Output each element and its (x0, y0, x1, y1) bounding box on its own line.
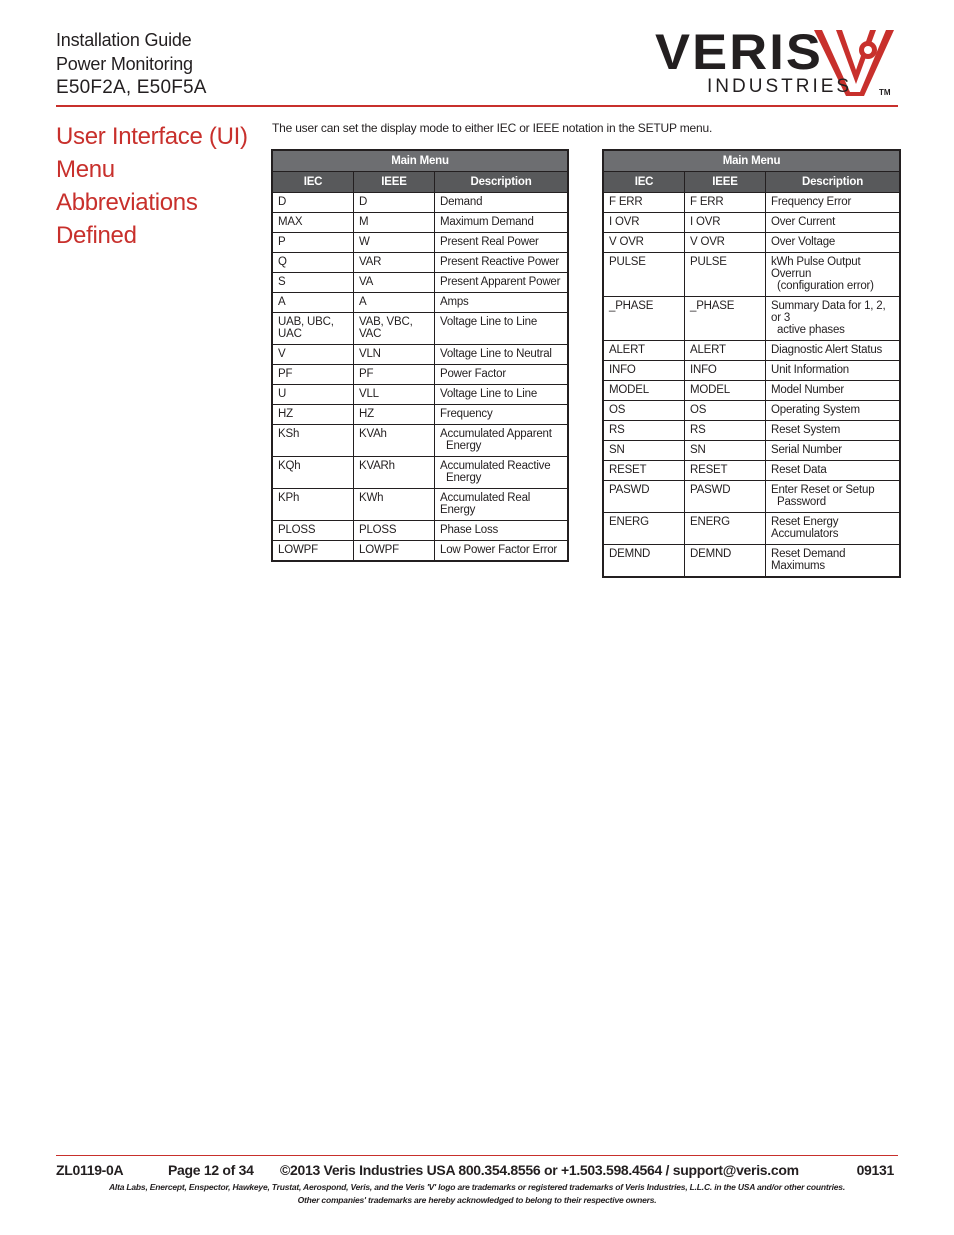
description-cell-text: Accumulated Reactive (440, 460, 551, 472)
iec-cell (603, 253, 685, 297)
description-cell-text: Voltage Line to Line (440, 316, 538, 328)
iec-cell (272, 425, 354, 457)
main-menu-table-right (602, 149, 901, 578)
description-cell (766, 193, 901, 213)
ieee-cell-text: SN (690, 444, 706, 456)
iec-cell (603, 361, 685, 381)
description-cell-continuation: (configuration error) (777, 280, 874, 292)
iec-cell (272, 365, 354, 385)
iec-cell (603, 233, 685, 253)
header-guide-title: Installation Guide (56, 30, 192, 50)
ieee-cell-text: VAR (359, 256, 382, 268)
table-row (272, 405, 568, 425)
iec-cell (603, 401, 685, 421)
logo-subtitle: INDUSTRIES (707, 76, 853, 97)
description-cell-continuation: Energy (446, 472, 482, 484)
iec-cell (272, 233, 354, 253)
description-cell (766, 441, 901, 461)
main-menu-table-left (271, 149, 569, 562)
description-cell-text: Operating System (771, 404, 860, 416)
ieee-cell (685, 213, 766, 233)
iec-cell-text: F ERR (609, 196, 643, 208)
description-cell-continuation: active phases (777, 324, 845, 336)
description-cell-text: Voltage Line to Line (440, 388, 538, 400)
iec-cell-text: INFO (609, 364, 636, 376)
ieee-cell-text: VA (359, 276, 374, 288)
description-cell-text: Amps (440, 296, 469, 308)
ieee-cell-text: KWh (359, 492, 384, 504)
description-cell-text: Phase Loss (440, 524, 499, 536)
iec-cell (272, 293, 354, 313)
header-model-numbers: E50F2A, E50F5A (56, 77, 207, 98)
description-cell (766, 381, 901, 401)
table-row (272, 253, 568, 273)
table-row (272, 365, 568, 385)
ieee-cell-text: VLN (359, 348, 381, 360)
description-cell-text: Reset Demand Maximums (771, 548, 846, 572)
footer-rule (56, 1155, 898, 1156)
table-row (272, 233, 568, 253)
table-row (603, 233, 900, 253)
ieee-cell-text: D (359, 196, 368, 208)
iec-cell (603, 545, 685, 578)
footer-page-number: Page 12 of 34 (168, 1162, 254, 1178)
description-cell (435, 253, 569, 273)
footer-trademark-acknowledgement: Other companies' trademarks are hereby acknowledged to belong to their respective owners. (297, 1195, 657, 1205)
iec-cell-text: KSh (278, 428, 300, 440)
table-row (272, 193, 568, 213)
ieee-cell-text: ENERG (690, 516, 730, 528)
description-cell (435, 213, 569, 233)
iec-cell (603, 441, 685, 461)
footer-copyright: ©2013 Veris Industries USA 800.354.8556 or +1.503.598.4564 / support@veris.com (280, 1162, 799, 1178)
iec-cell (272, 385, 354, 405)
description-cell-text: Power Factor (440, 368, 506, 380)
ieee-cell-text: _PHASE (690, 300, 735, 312)
iec-cell-text: PLOSS (278, 524, 316, 536)
ieee-cell (685, 401, 766, 421)
ieee-cell-text: PLOSS (359, 524, 397, 536)
table-row (272, 293, 568, 313)
table-row (603, 461, 900, 481)
ieee-cell (685, 513, 766, 545)
description-cell (435, 457, 569, 489)
ieee-cell (354, 457, 435, 489)
iec-cell-text: _PHASE (609, 300, 654, 312)
table-row (272, 425, 568, 457)
iec-cell-text: MAX (278, 216, 303, 228)
ieee-cell-text: I OVR (690, 216, 721, 228)
iec-cell (603, 213, 685, 233)
ieee-cell-text: A (359, 296, 367, 308)
iec-cell-text: DEMND (609, 548, 651, 560)
description-cell-text: Enter Reset or Setup (771, 484, 875, 496)
description-cell-text: Frequency (440, 408, 493, 420)
header-rule (56, 105, 898, 107)
iec-cell (603, 193, 685, 213)
description-cell (435, 233, 569, 253)
description-cell (766, 253, 901, 297)
iec-cell-text: U (278, 388, 287, 400)
table-caption: Main Menu (603, 150, 900, 172)
column-header-description: Description (435, 172, 569, 193)
iec-cell-text: MODEL (609, 384, 649, 396)
description-cell-text: Over Voltage (771, 236, 836, 248)
description-cell (766, 233, 901, 253)
iec-cell-text: V (278, 348, 286, 360)
iec-cell-text: S (278, 276, 286, 288)
description-cell (766, 421, 901, 441)
iec-cell-text: ALERT (609, 344, 645, 356)
iec-cell-text: PF (278, 368, 293, 380)
footer-code: 09131 (856, 1162, 894, 1178)
ieee-cell-text: KVAh (359, 428, 387, 440)
description-cell (435, 385, 569, 405)
ieee-cell-text: ALERT (690, 344, 726, 356)
table-row (603, 361, 900, 381)
description-cell (435, 489, 569, 521)
document-header (56, 28, 207, 100)
ieee-cell (354, 273, 435, 293)
ieee-cell (354, 233, 435, 253)
description-cell (435, 405, 569, 425)
iec-cell-text: P (278, 236, 286, 248)
logo-trademark: TM (879, 88, 891, 97)
ieee-cell-text: MODEL (690, 384, 730, 396)
iec-cell (272, 405, 354, 425)
footer-doc-number: ZL0119-0A (56, 1162, 124, 1178)
iec-cell (272, 273, 354, 293)
iec-cell (272, 193, 354, 213)
iec-cell (603, 341, 685, 361)
description-cell-text: Reset System (771, 424, 841, 436)
description-cell (435, 521, 569, 541)
description-cell-text: Model Number (771, 384, 845, 396)
iec-cell (272, 457, 354, 489)
table-caption: Main Menu (272, 150, 568, 172)
ieee-cell-text: PF (359, 368, 374, 380)
header-product-category: Power Monitoring (56, 54, 193, 74)
ieee-cell-text: INFO (690, 364, 717, 376)
ieee-cell-text: LOWPF (359, 544, 399, 556)
ieee-cell (685, 481, 766, 513)
table-row (603, 481, 900, 513)
description-cell-text: Low Power Factor Error (440, 544, 558, 556)
ieee-cell (354, 405, 435, 425)
table-row (272, 345, 568, 365)
iec-cell (603, 421, 685, 441)
description-cell (766, 401, 901, 421)
ieee-cell (685, 381, 766, 401)
ieee-cell-text: VLL (359, 388, 379, 400)
description-cell-text: Serial Number (771, 444, 842, 456)
iec-cell-text: HZ (278, 408, 293, 420)
table-row (603, 513, 900, 545)
description-cell (766, 361, 901, 381)
column-header-iec: IEC (603, 172, 685, 193)
iec-cell (603, 297, 685, 341)
ieee-cell (354, 253, 435, 273)
description-cell (435, 293, 569, 313)
description-cell (766, 461, 901, 481)
description-cell (435, 345, 569, 365)
table-row (603, 341, 900, 361)
ieee-cell (685, 297, 766, 341)
description-cell (435, 365, 569, 385)
ieee-cell (354, 489, 435, 521)
iec-cell-text: OS (609, 404, 626, 416)
iec-cell (272, 489, 354, 521)
footer-trademark-note: Alta Labs, Enercept, Enspector, Hawkeye, Trustat, Aerospond, Veris, and the Veris 'V' logo are trademarks or registered trademarks of Veris Industries, L.L.C. in the USA and/or other countries. (108, 1182, 845, 1192)
column-header-description: Description (766, 172, 901, 193)
intro-text: The user can set the display mode to either IEC or IEEE notation in the SETUP menu. (272, 121, 713, 135)
section-title: User Interface (UI) Menu Abbreviations Defined (56, 123, 248, 249)
column-header-ieee: IEEE (685, 172, 766, 193)
ieee-cell (354, 521, 435, 541)
description-cell-text: Unit Information (771, 364, 849, 376)
description-cell-text: Present Reactive Power (440, 256, 559, 268)
ieee-cell (354, 345, 435, 365)
iec-cell-text: PASWD (609, 484, 650, 496)
ieee-cell (685, 253, 766, 297)
ieee-cell (354, 213, 435, 233)
ieee-cell-text: KVARh (359, 460, 395, 472)
ieee-cell (354, 193, 435, 213)
table-row (272, 273, 568, 293)
iec-cell-text: UAB, UBC, UAC (278, 316, 334, 340)
iec-cell-text: PULSE (609, 256, 646, 268)
description-cell-text: Reset Energy Accumulators (771, 516, 839, 540)
table-row (272, 213, 568, 233)
iec-cell (603, 481, 685, 513)
ieee-cell (685, 461, 766, 481)
ieee-cell-text: PULSE (690, 256, 727, 268)
table-row (603, 421, 900, 441)
table-row (603, 253, 900, 297)
ieee-cell-text: F ERR (690, 196, 724, 208)
description-cell (766, 481, 901, 513)
column-header-iec: IEC (272, 172, 354, 193)
iec-cell (272, 213, 354, 233)
iec-cell (272, 253, 354, 273)
description-cell-text: Present Apparent Power (440, 276, 561, 288)
description-cell-text: kWh Pulse Output Overrun (771, 256, 861, 280)
iec-cell-text: SN (609, 444, 625, 456)
table-row (603, 297, 900, 341)
table-row (272, 541, 568, 562)
ieee-cell-text: RS (690, 424, 706, 436)
description-cell (435, 273, 569, 293)
ieee-cell-text: DEMND (690, 548, 732, 560)
ieee-cell (354, 365, 435, 385)
ieee-cell-text: PASWD (690, 484, 731, 496)
iec-cell (272, 345, 354, 365)
ieee-cell-text: M (359, 216, 369, 228)
ieee-cell (354, 425, 435, 457)
iec-cell-text: ENERG (609, 516, 649, 528)
iec-cell (272, 541, 354, 562)
ieee-cell-text: RESET (690, 464, 728, 476)
ieee-cell (685, 545, 766, 578)
table-row (603, 193, 900, 213)
ieee-cell (685, 421, 766, 441)
iec-cell (603, 461, 685, 481)
description-cell-text: Over Current (771, 216, 836, 228)
table-row (603, 545, 900, 578)
description-cell (435, 313, 569, 345)
description-cell-text: Accumulated Apparent (440, 428, 552, 440)
description-cell-text: Frequency Error (771, 196, 852, 208)
iec-cell-text: V OVR (609, 236, 644, 248)
ieee-cell (354, 541, 435, 562)
ieee-cell-text: HZ (359, 408, 374, 420)
iec-cell-text: KPh (278, 492, 300, 504)
logo-wordmark: VERIS (655, 24, 824, 80)
description-cell (435, 541, 569, 562)
table-row (272, 489, 568, 521)
iec-cell (603, 381, 685, 401)
description-cell (766, 513, 901, 545)
description-cell-text: Maximum Demand (440, 216, 534, 228)
iec-cell-text: RESET (609, 464, 647, 476)
ieee-cell (354, 313, 435, 345)
ieee-cell-text: VAB, VBC, VAC (359, 316, 413, 340)
description-cell (766, 341, 901, 361)
table-row (272, 457, 568, 489)
description-cell (766, 213, 901, 233)
description-cell (766, 297, 901, 341)
description-cell-text: Diagnostic Alert Status (771, 344, 883, 356)
description-cell-text: Reset Data (771, 464, 827, 476)
description-cell-continuation: Password (777, 496, 826, 508)
iec-cell (272, 313, 354, 345)
description-cell-continuation: Energy (446, 440, 482, 452)
description-cell (435, 425, 569, 457)
ieee-cell (685, 341, 766, 361)
ieee-cell-text: W (359, 236, 370, 248)
iec-cell-text: KQh (278, 460, 301, 472)
description-cell-text: Summary Data for 1, 2, or 3 (771, 300, 886, 324)
ieee-cell (685, 193, 766, 213)
veris-logo (655, 24, 900, 100)
table-row (272, 521, 568, 541)
iec-cell (272, 521, 354, 541)
column-header-ieee: IEEE (354, 172, 435, 193)
iec-cell (603, 513, 685, 545)
description-cell-text: Present Real Power (440, 236, 539, 248)
description-cell-text: Voltage Line to Neutral (440, 348, 552, 360)
table-row (603, 213, 900, 233)
ieee-cell (354, 385, 435, 405)
description-cell (766, 545, 901, 578)
iec-cell-text: A (278, 296, 286, 308)
ieee-cell-text: V OVR (690, 236, 725, 248)
iec-cell-text: LOWPF (278, 544, 318, 556)
ieee-cell (685, 441, 766, 461)
iec-cell-text: RS (609, 424, 625, 436)
ieee-cell (685, 361, 766, 381)
table-row (603, 381, 900, 401)
iec-cell-text: I OVR (609, 216, 640, 228)
table-row (272, 313, 568, 345)
description-cell-text: Accumulated Real Energy (440, 492, 531, 516)
iec-cell-text: D (278, 196, 287, 208)
table-row (603, 441, 900, 461)
table-row (603, 401, 900, 421)
description-cell (435, 193, 569, 213)
description-cell-text: Demand (440, 196, 483, 208)
table-row (272, 385, 568, 405)
ieee-cell-text: OS (690, 404, 707, 416)
ieee-cell (354, 293, 435, 313)
iec-cell-text: Q (278, 256, 287, 268)
ieee-cell (685, 233, 766, 253)
